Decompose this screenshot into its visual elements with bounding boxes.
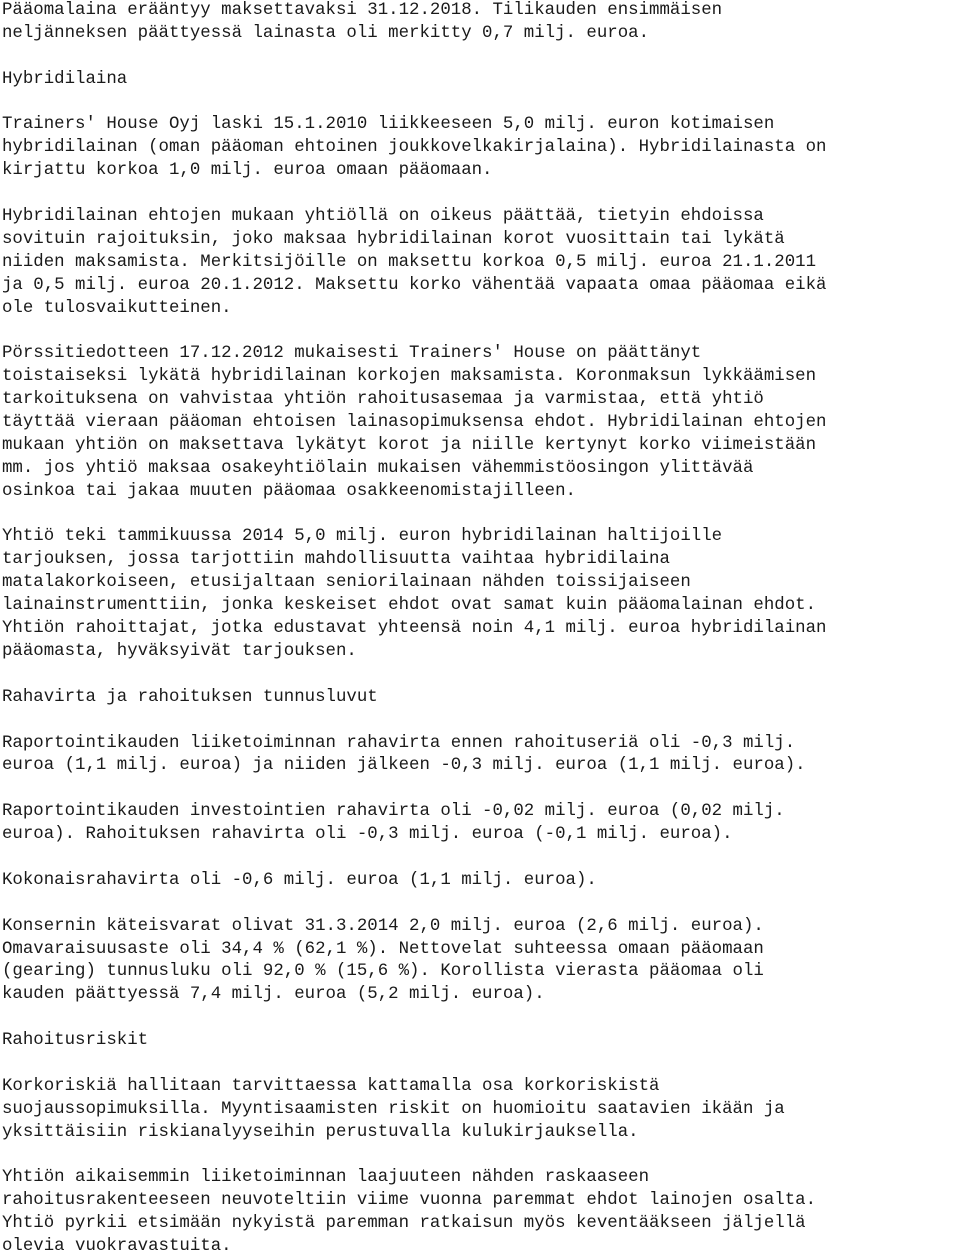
text-line: Rahoitusriskit: [2, 1031, 149, 1051]
document-body: [2, 0, 960, 1259]
paragraph: [2, 1076, 960, 1145]
text-line: Raportointikauden investointien rahavirta oli -0,02 milj. euroa (0,02 milj.: [2, 802, 785, 822]
text-line: Kokonaisrahavirta oli -0,6 milj. euroa (1,1 milj. euroa).: [2, 870, 597, 890]
text-line: tarjouksen, jossa tarjottiin mahdollisuutta vaihtaa hybridilaina: [2, 550, 670, 570]
text-line: Yhtiö teki tammikuussa 2014 5,0 milj. euron hybridilainan haltijoille: [2, 527, 723, 547]
paragraph-gap: [2, 778, 960, 801]
text-line: pääomasta, hyväksyivät tarjouksen.: [2, 641, 357, 661]
text-line: kirjattu korkoa 1,0 milj. euroa omaan pääomaan.: [2, 161, 493, 181]
section-heading: [2, 69, 960, 92]
paragraph-gap: [2, 183, 960, 206]
paragraph: [2, 801, 960, 847]
section-heading: [2, 687, 960, 710]
text-line: Yhtiön aikaisemmin liiketoiminnan laajuuteen nähden raskaaseen: [2, 1168, 650, 1188]
text-line: rahoitusrakenteeseen neuvoteltiin viime vuonna paremmat ehdot lainojen osalta.: [2, 1191, 817, 1211]
paragraph: [2, 733, 960, 779]
text-line: suojaussopimuksilla. Myyntisaamisten riskit on huomioitu saatavien ikään ja: [2, 1099, 785, 1119]
paragraph-gap: [2, 893, 960, 916]
paragraph-gap: [2, 1007, 960, 1030]
text-line: ole tulosvaikutteinen.: [2, 298, 232, 318]
paragraph-gap: [2, 92, 960, 115]
text-line: toistaiseksi lykätä hybridilainan korkojen maksamista. Koronmaksun lykkäämisen: [2, 367, 817, 387]
paragraph: [2, 114, 960, 183]
text-line: Yhtiön rahoittajat, jotka edustavat yhteensä noin 4,1 milj. euroa hybridilainan: [2, 619, 827, 639]
text-line: Rahavirta ja rahoituksen tunnusluvut: [2, 687, 378, 707]
text-line: Hybridilainan ehtojen mukaan yhtiöllä on oikeus päättää, tietyin ehdoissa: [2, 207, 764, 227]
paragraph: [2, 526, 960, 663]
text-line: yksittäisiin riskianalyyseihin perustuvalla kulukirjauksella.: [2, 1122, 639, 1142]
paragraph-gap: [2, 46, 960, 69]
paragraph: [2, 206, 960, 320]
paragraph-gap: [2, 847, 960, 870]
paragraph: [2, 1167, 960, 1259]
paragraph-gap: [2, 1053, 960, 1076]
paragraph-gap: [2, 1145, 960, 1168]
text-line: sovituin rajoituksin, joko maksaa hybridilainan korot vuosittain tai lykätä: [2, 229, 785, 249]
paragraph: [2, 0, 960, 46]
paragraph: [2, 343, 960, 503]
text-line: Pääomalaina erääntyy maksettavaksi 31.12.2018. Tilikauden ensimmäisen: [2, 1, 723, 20]
paragraph: [2, 916, 960, 1008]
text-line: niiden maksamista. Merkitsijöille on maksettu korkoa 0,5 milj. euroa 21.1.2011: [2, 252, 817, 272]
paragraph: [2, 870, 960, 893]
text-line: mm. jos yhtiö maksaa osakeyhtiölain mukaisen vähemmistöosingon ylittävää: [2, 458, 754, 478]
text-line: Korkoriskiä hallitaan tarvittaessa kattamalla osa korkoriskistä: [2, 1076, 660, 1096]
paragraph-gap: [2, 504, 960, 527]
text-line: Omavaraisuusaste oli 34,4 % (62,1 %). Nettovelat suhteessa omaan pääomaan: [2, 939, 764, 959]
text-line: tarkoituksena on vahvistaa yhtiön rahoitusasemaa ja varmistaa, että yhtiö: [2, 390, 764, 410]
section-heading: [2, 1030, 960, 1053]
text-line: olevia vuokravastuita.: [2, 1237, 232, 1257]
text-line: Hybridilaina: [2, 69, 128, 89]
text-line: lainainstrumenttiin, jonka keskeiset ehdot ovat samat kuin pääomalainan ehdot.: [2, 596, 817, 616]
text-line: mukaan yhtiön on maksettava lykätyt korot ja niille kertynyt korko viimeistään: [2, 435, 817, 455]
text-line: neljänneksen päättyessä lainasta oli merkitty 0,7 milj. euroa.: [2, 23, 650, 43]
paragraph-gap: [2, 664, 960, 687]
paragraph-gap: [2, 710, 960, 733]
text-line: Yhtiö pyrkii etsimään nykyistä paremman ratkaisun myös keventääkseen jäljellä: [2, 1214, 806, 1234]
text-line: Konsernin käteisvarat olivat 31.3.2014 2,0 milj. euroa (2,6 milj. euroa).: [2, 916, 764, 936]
text-line: euroa). Rahoituksen rahavirta oli -0,3 milj. euroa (-0,1 milj. euroa).: [2, 825, 733, 845]
text-line: osinkoa tai jakaa muuten pääomaa osakkeenomistajilleen.: [2, 481, 576, 501]
text-line: hybridilainan (oman pääoman ehtoinen joukkovelkakirjalaina). Hybridilainasta on: [2, 138, 827, 158]
text-line: Trainers' House Oyj laski 15.1.2010 liikkeeseen 5,0 milj. euron kotimaisen: [2, 115, 775, 135]
text-line: Raportointikauden liiketoiminnan rahavirta ennen rahoituseriä oli -0,3 milj.: [2, 733, 796, 753]
text-line: euroa (1,1 milj. euroa) ja niiden jälkeen -0,3 milj. euroa (1,1 milj. euroa).: [2, 756, 806, 776]
text-line: kauden päättyessä 7,4 milj. euroa (5,2 milj. euroa).: [2, 985, 545, 1005]
paragraph-gap: [2, 320, 960, 343]
text-line: ja 0,5 milj. euroa 20.1.2012. Maksettu korko vähentää vapaata omaa pääomaa eikä: [2, 275, 827, 295]
text-line: Pörssitiedotteen 17.12.2012 mukaisesti Trainers' House on päättänyt: [2, 344, 702, 364]
text-line: täyttää vieraan pääoman ehtoisen lainasopimuksensa ehdot. Hybridilainan ehtojen: [2, 413, 827, 433]
text-line: (gearing) tunnusluku oli 92,0 % (15,6 %). Korollista vierasta pääomaa oli: [2, 962, 764, 982]
text-line: matalakorkoiseen, etusijaltaan seniorilainaan nähden toissijaiseen: [2, 573, 691, 593]
